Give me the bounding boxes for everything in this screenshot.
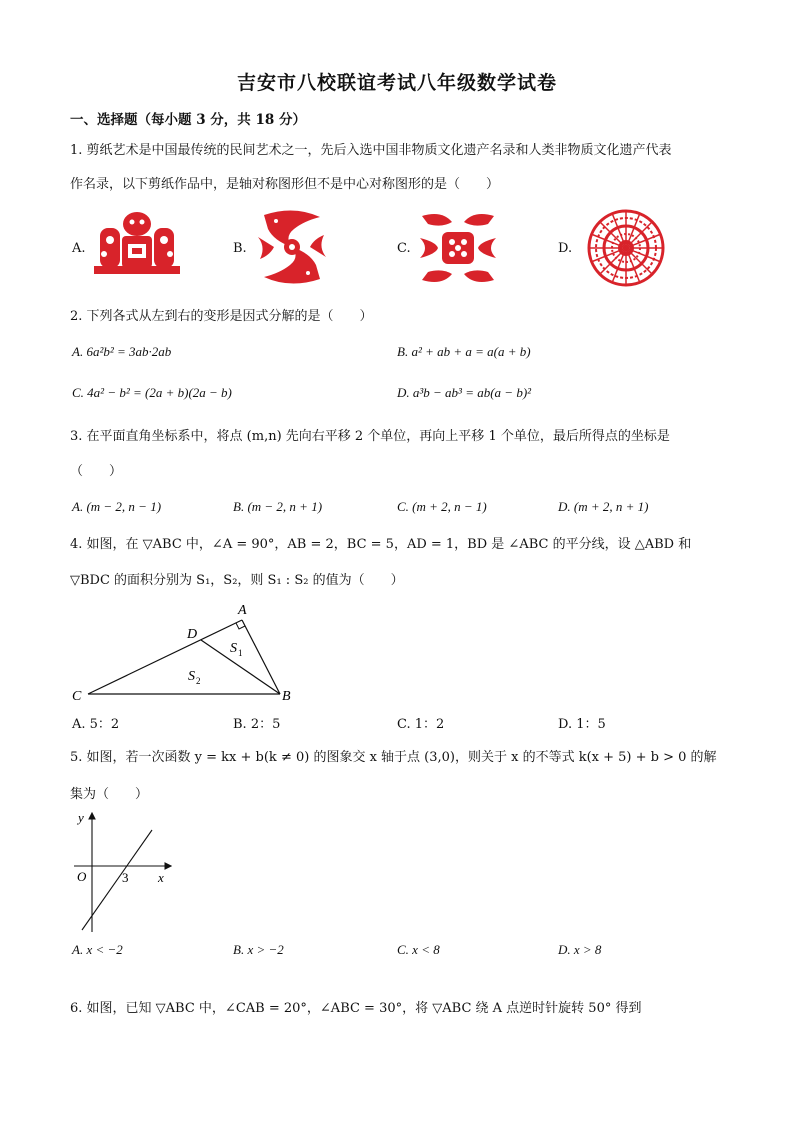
papercut-d-image: [586, 208, 666, 292]
q2-option-a: A. 6a²b² = 3ab·2ab: [72, 344, 172, 359]
q1-option-a-label: A.: [72, 241, 86, 256]
q3-stem-line1: 3. 在平面直角坐标系中，将点 (m,n) 先向右平移 2 个单位，再向上平移 1 个单位，最后所得点的坐标是: [70, 429, 670, 444]
q5-stem-line2: 集为（ ）: [70, 787, 149, 802]
papercut-a-image: [92, 210, 182, 280]
y-axis-label: y: [78, 810, 84, 825]
q5-stem-line1: 5. 如图，若一次函数 y = kx + b(k ≠ 0) 的图象交 x 轴于点 (3,0)，则关于 x 的不等式 k(x + 5) + b > 0 的解: [70, 750, 717, 765]
label-c: C: [72, 689, 82, 704]
label-s1-sub: 1: [238, 648, 243, 658]
q1-stem-line2: 作名录，以下剪纸作品中，是轴对称图形但不是中心对称图形的是（ ）: [70, 177, 500, 192]
q3-option-d: D. (m + 2, n + 1): [558, 499, 649, 514]
q4-option-a: A. 5：2: [72, 717, 120, 732]
q3-option-b: B. (m − 2, n + 1): [233, 499, 323, 514]
q1-option-d-label: D.: [558, 241, 573, 256]
q5-option-a: A. x < −2: [72, 942, 123, 957]
q2-stem: 2. 下列各式从左到右的变形是因式分解的是（ ）: [70, 309, 373, 324]
q4-stem-line1: 4. 如图，在 ▽ABC 中，∠A = 90°，AB = 2，BC = 5，AD = 1，BD 是 ∠ABC 的平分线，设 △ABD 和: [70, 537, 692, 552]
x-axis-label: x: [158, 870, 164, 885]
label-s2: S: [188, 669, 195, 684]
q4-option-b: B. 2：5: [233, 717, 281, 732]
label-a: A: [238, 603, 247, 618]
q3-option-c: C. (m + 2, n − 1): [397, 499, 487, 514]
q4-option-d: D. 1：5: [558, 717, 606, 732]
q6-stem-line1: 6. 如图，已知 ▽ABC 中，∠CAB = 20°，∠ABC = 30°，将 ▽ABC 绕 A 点逆时针旋转 50° 得到: [70, 1001, 642, 1016]
label-d: D: [187, 627, 198, 642]
q1-option-c-label: C.: [397, 241, 411, 256]
q5-option-b: B. x > −2: [233, 942, 284, 957]
q2-option-b: B. a² + ab + a = a(a + b): [397, 344, 531, 359]
section-heading: 一、选择题（每小题 3 分，共 18 分）: [70, 112, 306, 128]
origin-label: O: [77, 869, 87, 884]
q3-stem-line2: （ ）: [70, 464, 123, 479]
q4-stem-line2: ▽BDC 的面积分别为 S₁，S₂，则 S₁ : S₂ 的值为（ ）: [70, 573, 404, 588]
label-s1: S: [230, 641, 237, 656]
q5-option-c: C. x < 8: [397, 942, 440, 957]
q2-option-c: C. 4a² − b² = (2a + b)(2a − b): [72, 385, 232, 400]
papercut-c-image: [418, 210, 498, 290]
label-s2-sub: 2: [196, 676, 201, 686]
papercut-b-image: [254, 207, 330, 291]
intercept-label: 3: [122, 870, 129, 885]
q1-stem-line1: 1. 剪纸艺术是中国最传统的民间艺术之一，先后入选中国非物质文化遗产名录和人类非物质文化遗产代表: [70, 143, 672, 158]
page-title: 吉安市八校联谊考试八年级数学试卷: [236, 72, 557, 94]
segment-ab: [242, 620, 280, 694]
segment-ca: [88, 620, 242, 694]
linear-function-graph: [70, 810, 180, 942]
q3-option-a: A. (m − 2, n − 1): [72, 499, 162, 514]
triangle-figure: [70, 600, 310, 714]
label-b: B: [282, 689, 291, 704]
q1-option-b-label: B.: [233, 241, 247, 256]
q2-option-d: D. a³b − ab³ = ab(a − b)²: [397, 385, 532, 400]
q4-option-c: C. 1：2: [397, 717, 445, 732]
q5-option-d: D. x > 8: [558, 942, 602, 957]
